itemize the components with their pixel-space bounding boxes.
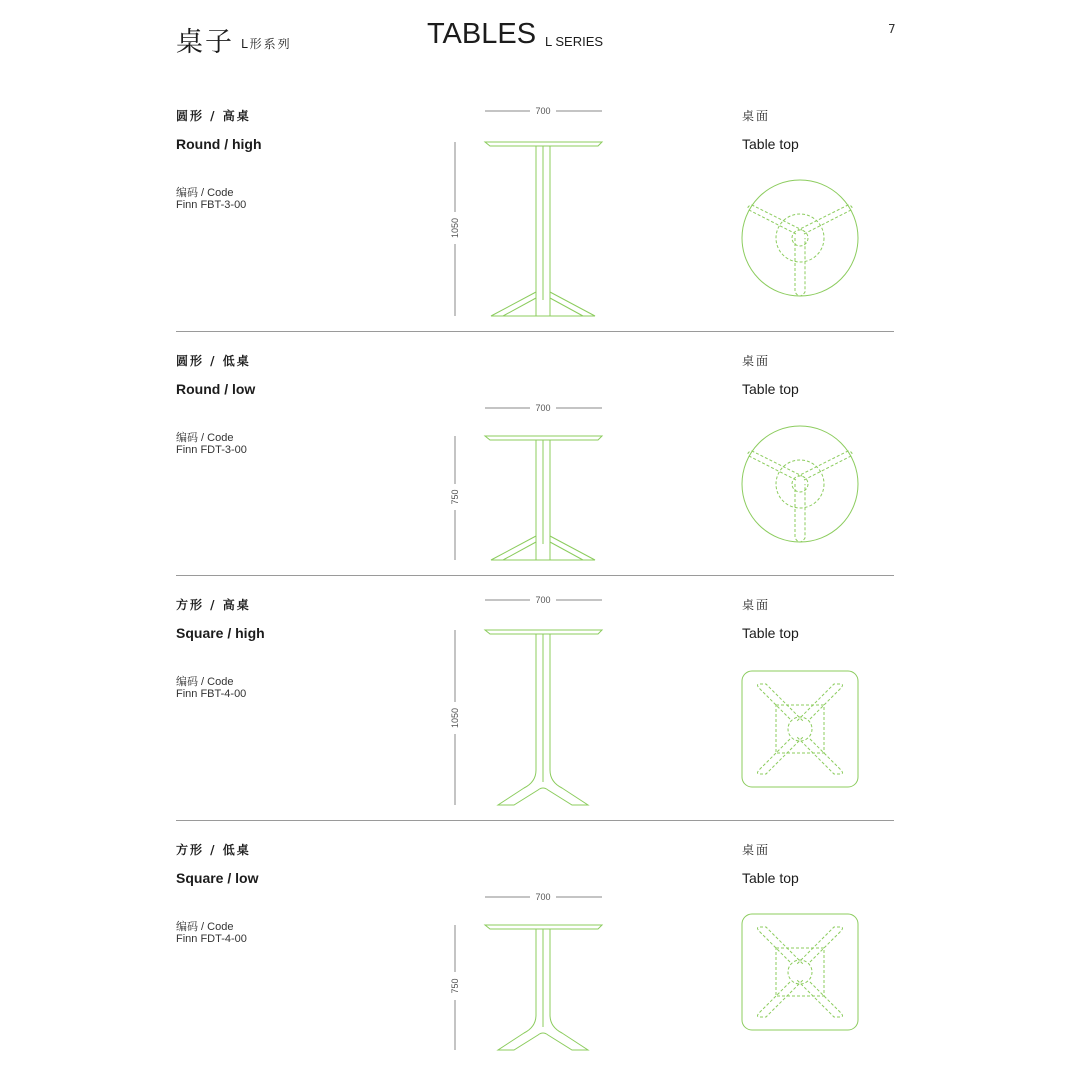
table-top-label-en: Table top xyxy=(742,136,799,152)
height-dimension-label: 750 xyxy=(450,489,460,505)
product-name-zh: 圆形 / 高桌 xyxy=(176,109,251,123)
table-top-label-zh: 桌面 xyxy=(742,354,771,368)
table-top-label-en: Table top xyxy=(742,870,799,886)
table-top-label-zh: 桌面 xyxy=(742,109,771,123)
product-name-zh: 方形 / 高桌 xyxy=(176,598,251,612)
product-code: Finn FBT-4-00 xyxy=(176,688,247,700)
page-number: 7 xyxy=(888,22,896,36)
page-title-en: TABLES xyxy=(427,18,537,50)
product-code: Finn FDT-4-00 xyxy=(176,933,247,945)
table-top-label-en: Table top xyxy=(742,381,799,397)
code-label: 编码 / Code xyxy=(176,676,234,688)
product-name-zh: 圆形 / 低桌 xyxy=(176,354,251,368)
width-dimension-label: 700 xyxy=(535,595,551,605)
page-subtitle-zh: L形系列 xyxy=(241,37,292,51)
product-code: Finn FDT-3-00 xyxy=(176,444,247,456)
table-top-label-zh: 桌面 xyxy=(742,843,771,857)
product-name-en: Round / low xyxy=(176,381,256,397)
code-label: 编码 / Code xyxy=(176,432,234,444)
height-dimension-label: 1050 xyxy=(450,217,460,239)
product-name-en: Square / high xyxy=(176,625,265,641)
product-name-en: Square / low xyxy=(176,870,259,886)
width-dimension-label: 700 xyxy=(535,892,551,902)
height-dimension-label: 1050 xyxy=(450,707,460,729)
product-name-en: Round / high xyxy=(176,136,262,152)
width-dimension-label: 700 xyxy=(535,106,551,116)
width-dimension-label: 700 xyxy=(535,403,551,413)
code-label: 编码 / Code xyxy=(176,187,234,199)
page-title-zh: 桌子 xyxy=(176,27,234,58)
product-code: Finn FBT-3-00 xyxy=(176,199,247,211)
table-top-label-zh: 桌面 xyxy=(742,598,771,612)
table-top-label-en: Table top xyxy=(742,625,799,641)
product-name-zh: 方形 / 低桌 xyxy=(176,843,251,857)
code-label: 编码 / Code xyxy=(176,921,234,933)
height-dimension-label: 750 xyxy=(450,978,460,994)
page-subtitle-en: L SERIES xyxy=(545,34,604,49)
